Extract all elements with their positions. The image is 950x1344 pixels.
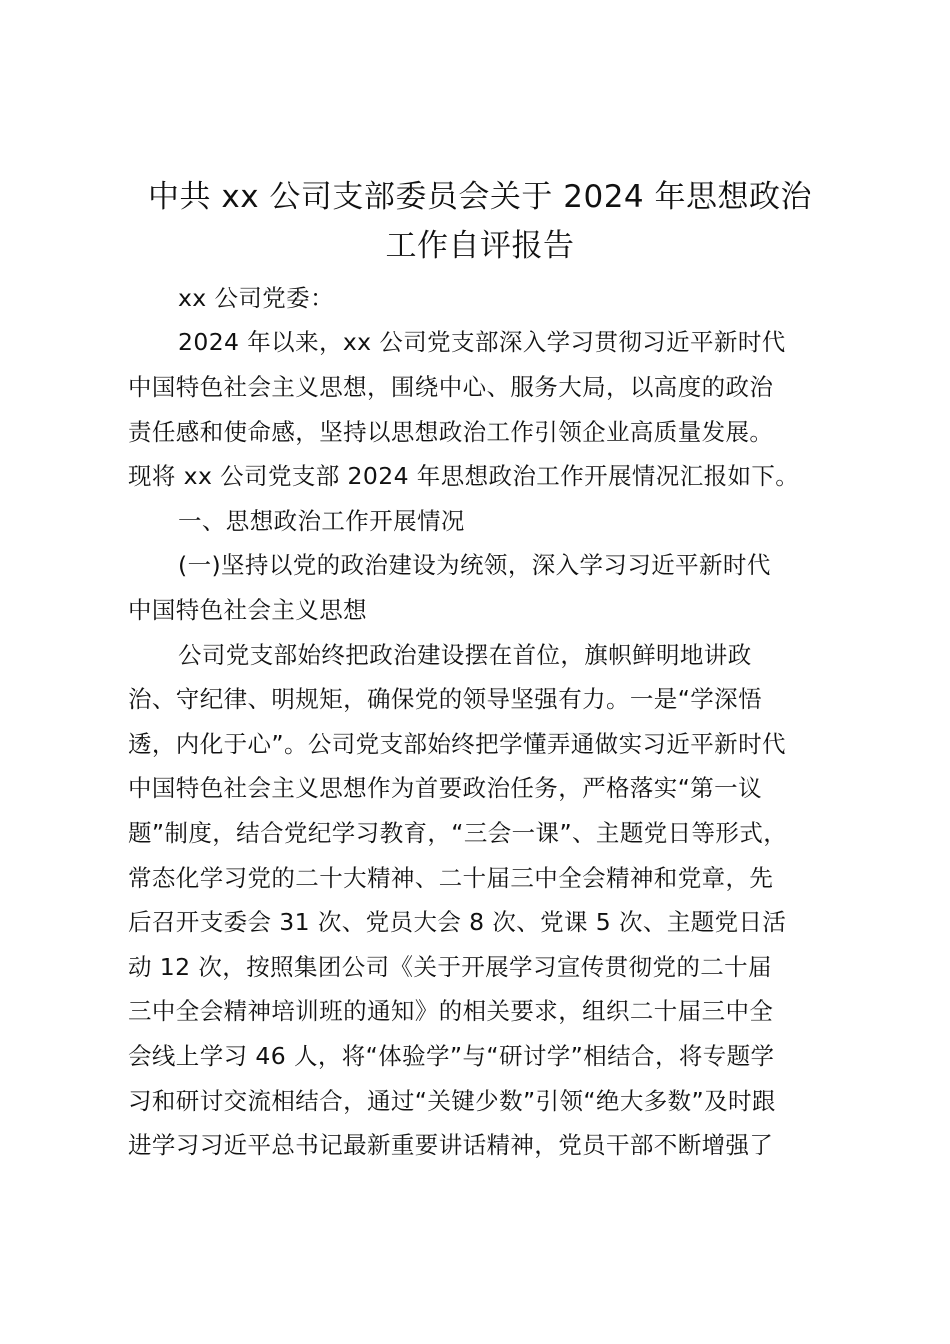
document-title-line-2: 工作自评报告 — [385, 228, 575, 264]
paragraph-line: 动 12 次，按照集团公司《关于开展学习宣传贯彻党的二十届 — [128, 953, 772, 981]
paragraph-line: 责任感和使命感，坚持以思想政治工作引领企业高质量发展。 — [128, 418, 774, 446]
subsection-heading: (一)坚持以党的政治建设为统领，深入学习习近平新时代 — [178, 551, 771, 579]
section-heading: 一、思想政治工作开展情况 — [178, 507, 465, 535]
document-title-line-1: 中共 xx 公司支部委员会关于 2024 年思想政治 — [148, 179, 812, 215]
paragraph-line: 2024 年以来，xx 公司党支部深入学习贯彻习近平新时代 — [178, 328, 786, 356]
paragraph-line: 题”制度，结合党纪学习教育，“三会一课”、主题党日等形式， — [128, 819, 788, 847]
paragraph-line: 进学习习近平总书记最新重要讲话精神，党员干部不断增强了 — [128, 1131, 774, 1159]
paragraph-line: 会线上学习 46 人，将“体验学”与“研讨学”相结合，将专题学 — [128, 1042, 775, 1070]
salutation: xx 公司党委： — [178, 284, 334, 312]
paragraph-line: 常态化学习党的二十大精神、二十届三中全会精神和党章，先 — [128, 864, 774, 892]
paragraph-line: 中国特色社会主义思想，围绕中心、服务大局，以高度的政治 — [128, 373, 774, 401]
paragraph-line: 三中全会精神培训班的通知》的相关要求，组织二十届三中全 — [128, 997, 774, 1025]
paragraph-line: 现将 xx 公司党支部 2024 年思想政治工作开展情况汇报如下。 — [128, 462, 800, 490]
paragraph-line: 公司党支部始终把政治建设摆在首位，旗帜鲜明地讲政 — [178, 641, 752, 669]
paragraph-line: 习和研讨交流相结合，通过“关键少数”引领“绝大多数”及时跟 — [128, 1087, 776, 1115]
paragraph-line: 治、守纪律、明规矩，确保党的领导坚强有力。一是“学深悟 — [128, 685, 762, 713]
paragraph-line: 后召开支委会 31 次、党员大会 8 次、党课 5 次、主题党日活 — [128, 908, 787, 936]
paragraph-line: 中国特色社会主义思想作为首要政治任务，严格落实“第一议 — [128, 774, 762, 802]
paragraph-line: 透，内化于心”。公司党支部始终把学懂弄通做实习近平新时代 — [128, 730, 786, 758]
subsection-heading: 中国特色社会主义思想 — [128, 596, 367, 624]
